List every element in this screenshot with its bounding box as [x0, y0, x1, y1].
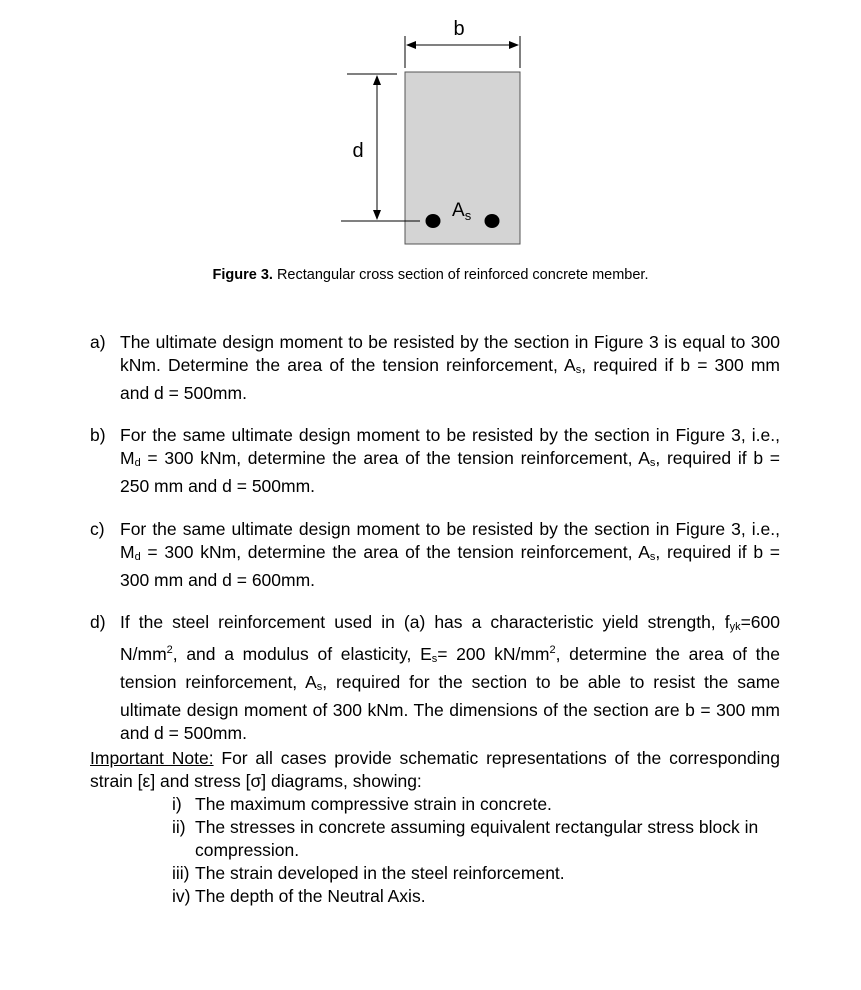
- question-a: [90, 331, 780, 405]
- text-run: For the same ultimate design moment to be resisted by the section in Figure 3, i.e., M: [120, 519, 780, 562]
- question-label: c): [90, 519, 105, 539]
- text-run: , required for the section to be able to resist the same ultimate design moment of 300 kNm. The dimensions of the section are b = 300 mm and d = 500mm.: [120, 672, 781, 743]
- text-run: =600 N/mm: [120, 612, 780, 664]
- question-label: a): [90, 332, 106, 352]
- list-item-text: The strain developed in the steel reinforcement.: [195, 863, 565, 883]
- important-note: [90, 747, 780, 793]
- list-item-number: ii): [172, 817, 186, 837]
- cross-section-figure: [0, 0, 861, 260]
- list-item-number: i): [172, 794, 182, 814]
- question-text: [120, 611, 780, 745]
- d-arrow-bottom: [373, 210, 381, 220]
- note-body: For all cases provide schematic representations of the corresponding strain [ε] and stress [σ] diagrams, showing:: [90, 748, 780, 791]
- label-As-main: A: [452, 200, 465, 221]
- label-d: d: [352, 140, 364, 162]
- caption-text: Rectangular cross section of reinforced concrete member.: [272, 267, 649, 283]
- text-run: , and a modulus of elasticity, E: [172, 644, 432, 664]
- subscript: d: [134, 551, 141, 563]
- label-b: b: [453, 18, 465, 40]
- label-As-sub: s: [464, 208, 472, 223]
- question-b: [90, 424, 780, 498]
- b-arrow-left: [406, 41, 416, 49]
- question-c: [90, 518, 780, 592]
- subscript: s: [575, 364, 582, 376]
- list-item: [172, 885, 780, 908]
- list-item-number: iv): [172, 886, 191, 906]
- text-run: , required if b = 300 mm and d = 500mm.: [120, 355, 781, 403]
- question-d: [90, 611, 780, 745]
- subscript: s: [649, 551, 656, 563]
- rebar-right: [485, 214, 500, 228]
- question-label: b): [90, 425, 106, 445]
- text-run: = 200 kN/mm: [437, 644, 550, 664]
- text-run: , required if b = 250 mm and d = 500mm.: [120, 448, 780, 496]
- superscript: 2: [549, 644, 556, 656]
- list-item: [172, 816, 780, 862]
- note-list: [172, 793, 780, 908]
- d-arrow-top: [373, 75, 381, 85]
- rebar-left: [426, 214, 441, 228]
- subscript: yk: [729, 621, 741, 633]
- text-run: = 300 kNm, determine the area of the tension reinforcement, A: [140, 542, 650, 562]
- question-text: [120, 331, 780, 405]
- subscript: d: [134, 457, 141, 469]
- question-text: [120, 518, 780, 592]
- list-item-text: The depth of the Neutral Axis.: [195, 886, 426, 906]
- list-item-text: The stresses in concrete assuming equivalent rectangular stress block in compression.: [195, 817, 759, 860]
- subscript: s: [316, 681, 323, 693]
- text-run: The ultimate design moment to be resisted by the section in Figure 3 is equal to 300 kNm. Determine the area of the tension reinforcement, A: [120, 332, 780, 375]
- question-text: [120, 424, 780, 498]
- note-heading: Important Note:: [90, 748, 214, 768]
- list-item: [172, 793, 780, 816]
- caption-label: Figure 3.: [212, 267, 273, 283]
- question-label: d): [90, 612, 106, 632]
- list-item-number: iii): [172, 863, 190, 883]
- superscript: 2: [166, 644, 173, 656]
- list-item: [172, 862, 780, 885]
- subscript: s: [649, 457, 656, 469]
- b-arrow-right: [509, 41, 519, 49]
- figure-caption: [0, 267, 861, 283]
- list-item-text: The maximum compressive strain in concrete.: [195, 794, 552, 814]
- text-run: , required if b = 300 mm and d = 600mm.: [120, 542, 780, 590]
- text-run: = 300 kNm, determine the area of the tension reinforcement, A: [140, 448, 650, 468]
- note-text: [90, 747, 780, 793]
- text-run: , determine the area of the tension reinforcement, A: [120, 644, 780, 692]
- text-run: For the same ultimate design moment to be resisted by the section in Figure 3, i.e., M: [120, 425, 780, 468]
- text-run: If the steel reinforcement used in (a) has a characteristic yield strength, f: [120, 612, 730, 632]
- subscript: s: [431, 653, 438, 665]
